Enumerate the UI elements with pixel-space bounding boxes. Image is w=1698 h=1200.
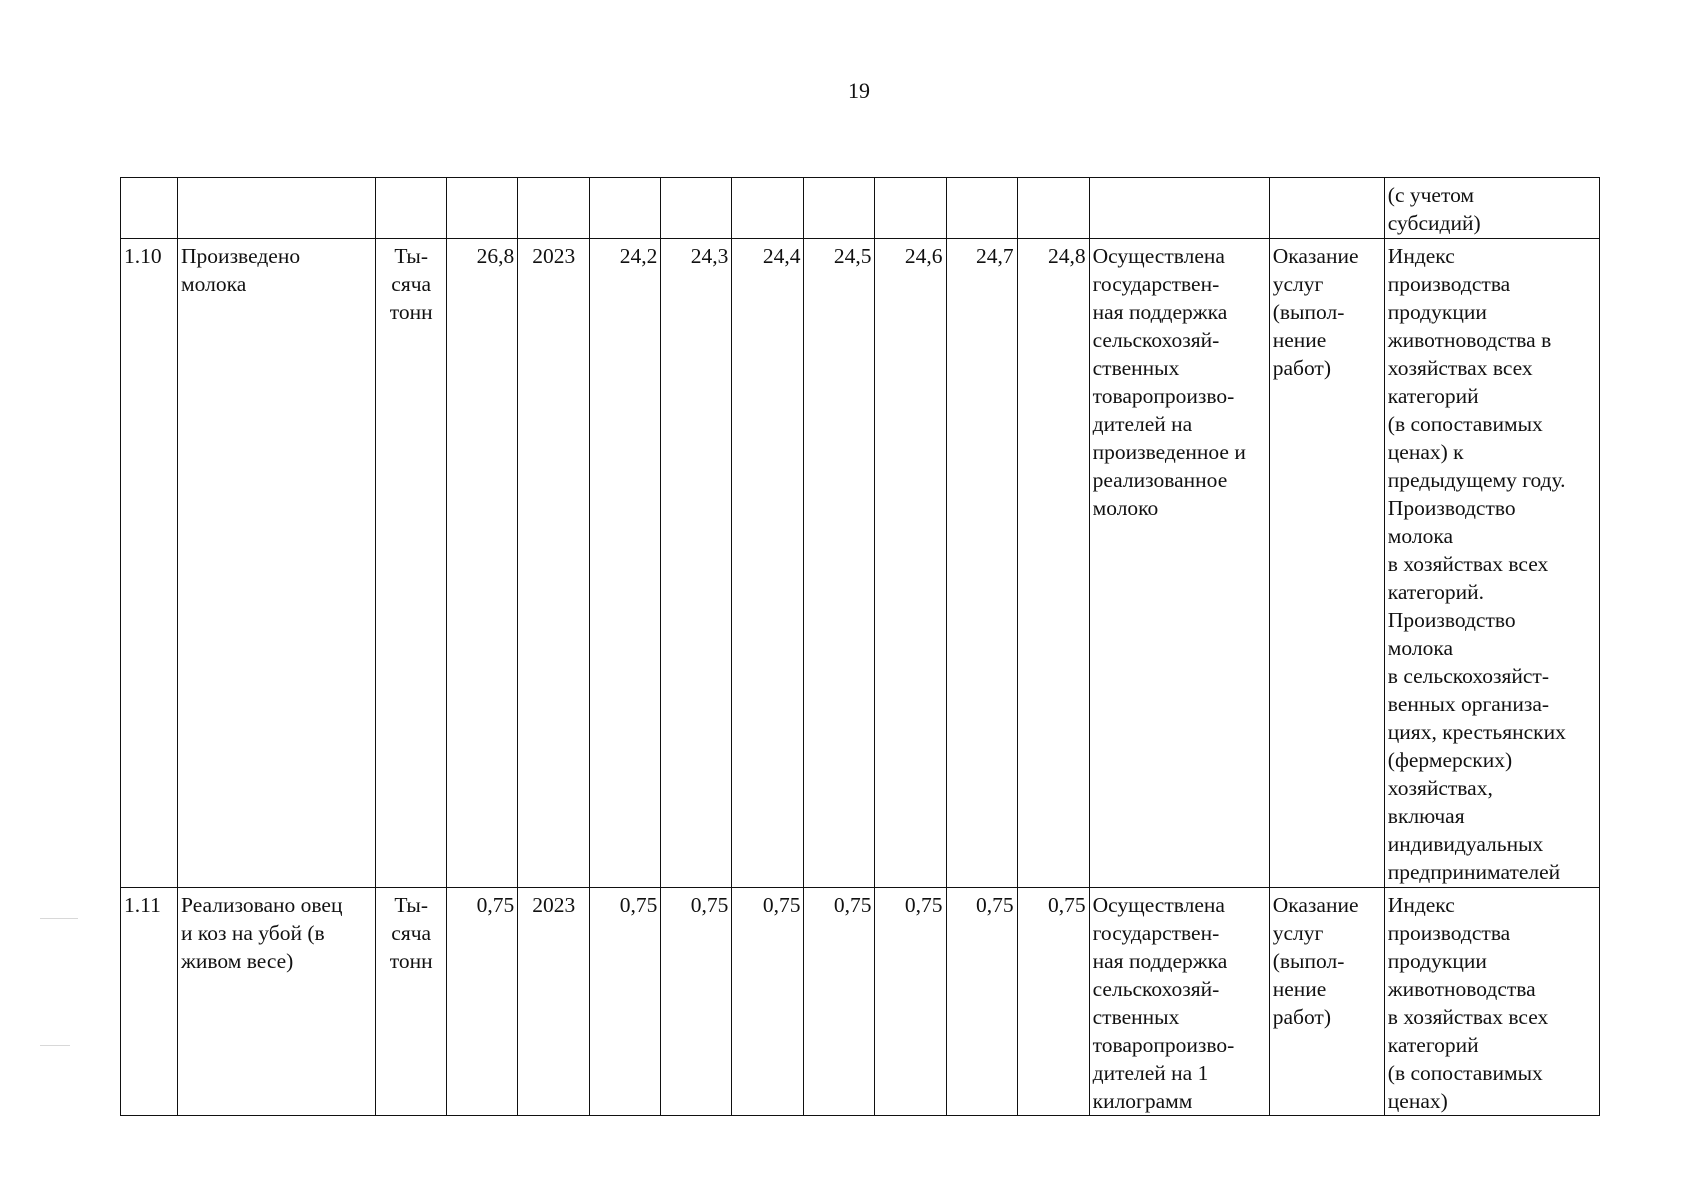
page-number: 19 (848, 78, 870, 103)
cell-empty (1017, 178, 1089, 239)
value-cell: 24,5 (804, 239, 875, 888)
cell-empty (590, 178, 661, 239)
base-value-cell: 26,8 (447, 239, 518, 888)
indicator-cell: Индекс производства продукции животноводства в хозяйствах всех категорий (в сопоставимых ценах) (1384, 888, 1599, 1116)
value-cell: 0,75 (732, 888, 804, 1116)
indicator-name: Произведено молока (178, 239, 376, 888)
indicators-table (120, 177, 1600, 1116)
indicator-cell: Индекс производства продукции животноводства в хозяйствах всех категорий (в сопоставимых ценах) к предыдущему году. Производство молока в хозяйствах всех категорий. Производство молока в сельскохозяйст- венных организа- циях, крестьянских (фермерских) хозяйствах, включая индивидуальных предпринимателей (1384, 239, 1599, 888)
value-cell: 24,3 (661, 239, 732, 888)
type-cell: Оказание услуг (выпол- нение работ) (1269, 239, 1384, 888)
base-year-cell: 2023 (518, 888, 590, 1116)
row-number: 1.10 (121, 239, 178, 888)
cell-empty (121, 178, 178, 239)
value-cell: 0,75 (590, 888, 661, 1116)
cell-empty (661, 178, 732, 239)
value-cell: 0,75 (875, 888, 946, 1116)
row-number: 1.11 (121, 888, 178, 1116)
value-cell: 24,8 (1017, 239, 1089, 888)
table-row (121, 239, 1600, 888)
cell-empty (447, 178, 518, 239)
cell-empty (1089, 178, 1269, 239)
value-cell: 0,75 (1017, 888, 1089, 1116)
value-cell: 24,7 (946, 239, 1017, 888)
value-cell: 0,75 (946, 888, 1017, 1116)
type-cell: Оказание услуг (выпол- нение работ) (1269, 888, 1384, 1116)
scan-artifact (40, 1045, 70, 1046)
cell-empty (804, 178, 875, 239)
base-value-cell: 0,75 (447, 888, 518, 1116)
value-cell: 0,75 (661, 888, 732, 1116)
cell-empty (518, 178, 590, 239)
table-row-continuation (121, 178, 1600, 239)
cell-empty (946, 178, 1017, 239)
cell-empty (732, 178, 804, 239)
measure-cell: Осуществлена государствен- ная поддержка сельскохозяй- ственных товаропроизво- дителей на 1 килограмм (1089, 888, 1269, 1116)
unit-cell: Ты- сяча тонн (376, 888, 447, 1116)
scan-artifact (40, 918, 78, 919)
indicator-cell: (с учетом субсидий) (1384, 178, 1599, 239)
measure-cell: Осуществлена государствен- ная поддержка сельскохозяй- ственных товаропроизво- дителей на произведенное и реализованное молоко (1089, 239, 1269, 888)
value-cell: 24,4 (732, 239, 804, 888)
value-cell: 24,6 (875, 239, 946, 888)
cell-empty (376, 178, 447, 239)
value-cell: 0,75 (804, 888, 875, 1116)
cell-empty (875, 178, 946, 239)
cell-empty (178, 178, 376, 239)
base-year-cell: 2023 (518, 239, 590, 888)
cell-empty (1269, 178, 1384, 239)
table-row (121, 888, 1600, 1116)
unit-cell: Ты- сяча тонн (376, 239, 447, 888)
indicator-name: Реализовано овец и коз на убой (в живом весе) (178, 888, 376, 1116)
value-cell: 24,2 (590, 239, 661, 888)
